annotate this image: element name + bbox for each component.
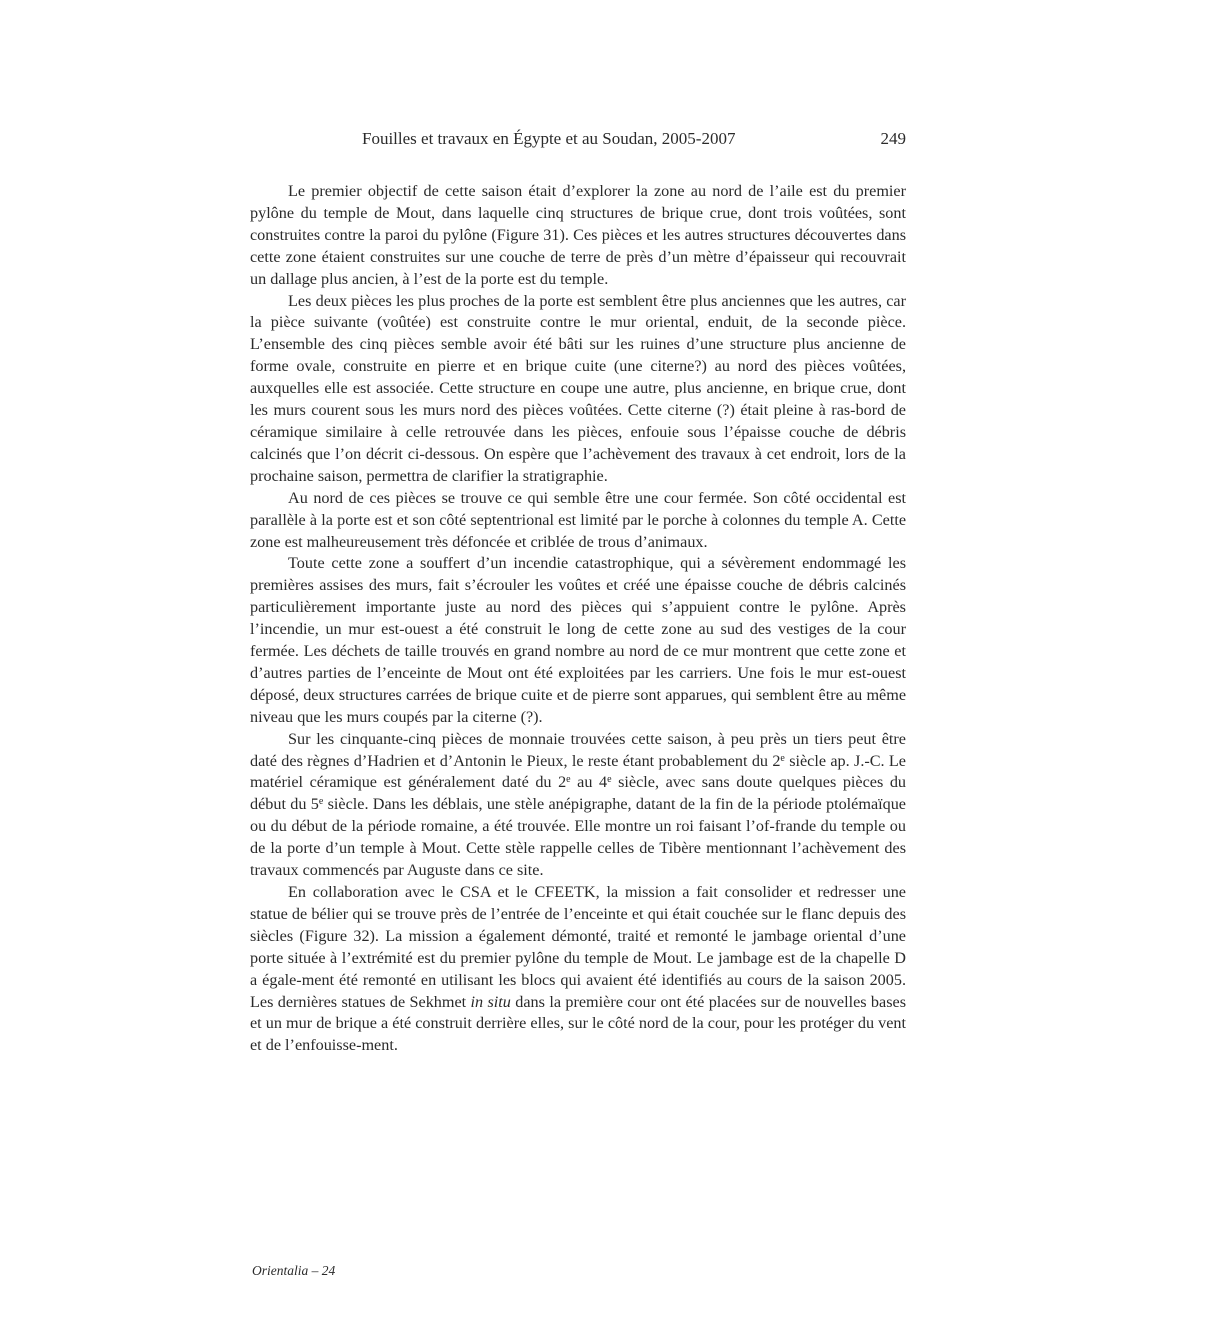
- paragraph-1: Le premier objectif de cette saison était d’explorer la zone au nord de l’aile est du premier pylône du temple de Mout, dans laquelle cinq structures de brique crue, dont trois voûtées, sont construites contre la paroi du pylône (Figure 31). Ces pièces et les autres structures découvertes dans cette zone étaient construites sur une couche de terre de près d’un mètre d’épaisseur qui recouvrait un dallage plus ancien, à l’est de la porte est du temple.: [250, 182, 906, 288]
- paragraph-5-text: au 4: [570, 773, 608, 792]
- paragraph-4: Toute cette zone a souffert d’un incendie catastrophique, qui a sévèrement endommagé les premières assises des murs, fait s’écrouler les voûtes et créé une épaisse couche de débris calcinés particulièrement importante juste au nord des pièces qui s’appuient contre le pylône. Après l’incendie, un mur est-ouest a été construit le long de cette zone au sud des vestiges de la cour fermée. Les déchets de taille trouvés en grand nombre au nord de ce mur montrent que cette zone et d’autres parties de l’enceinte de Mout ont été exploitées par les carriers. Une fois le mur est-ouest déposé, deux structures carrées de brique cuite et de pierre sont apparues, qui semblent être au même niveau que les murs coupés par la citerne (?).: [250, 554, 906, 726]
- paragraph-5-text: siècle ap. J.-C. Le matériel céramique est généralement daté du 2: [250, 751, 906, 792]
- paragraph-3: Au nord de ces pièces se trouve ce qui semble être une cour fermée. Son côté occidental est parallèle à la porte est et son côté septentrional est limité par le porche à colonnes du temple A. Cette zone est malheureusement très défoncée et criblée de trous d’animaux.: [250, 488, 906, 551]
- body-text: [250, 181, 906, 1057]
- running-title: Fouilles et travaux en Égypte et au Soudan, 2005-2007: [362, 129, 736, 148]
- paragraph-6-text: dans la première cour ont été placées sur de nouvelles bases et un mur de brique a été construit derrière elles, sur le côté nord de la cour, pour les protéger du vent et de l’enfouisse-ment.: [250, 992, 906, 1055]
- paragraph-6-text: En collaboration avec le CSA et le CFEETK, la mission a fait consolider et redresser une statue de bélier qui se trouve près de l’entrée de l’enceinte et qui était couchée sur le flanc depuis des siècles (Figure 32). La mission a également démonté, traité et remonté le jambage oriental d’une porte située à l’extrémité est du premier pylône du temple de Mout. Le jambage est de la chapelle D a égale-ment été remonté en utilisant les blocs qui avaient été identifiés au cours de la saison 2005. Les dernières statues de Sekhmet: [250, 883, 906, 1011]
- paragraph-2: Les deux pièces les plus proches de la porte est semblent être plus anciennes que les autres, car la pièce suivante (voûtée) est construite contre le mur oriental, enduit, de la seconde pièce. L’ensemble des cinq pièces semble avoir été bâti sur les ruines d’une structure plus ancienne de forme ovale, construite en pierre et en brique cuite (une citerne?) au nord des pièces voûtées, auxquelles elle est associée. Cette structure en coupe une autre, plus ancienne, en brique crue, dont les murs courent sous les murs nord des pièces voûtées. Cette citerne (?) était pleine à ras-bord de céramique similaire à celle retrouvée dans les pièces, enfouie sous l’épaisse couche de débris calcinés que l’on décrit ci-dessous. On espère que l’achèvement des travaux à cet endroit, lors de la prochaine saison, permettra de clarifier la stratigraphie.: [250, 291, 906, 485]
- italic-term: in situ: [470, 992, 511, 1011]
- signature-mark: Orientalia – 24: [252, 1263, 336, 1278]
- paragraph-5-text: Sur les cinquante-cinq pièces de monnaie trouvées cette saison, à peu près un tiers peut être daté des règnes d’Hadrien et d’Antonin le Pieux, le reste étant probablement du 2: [250, 729, 906, 770]
- paragraph-5: [250, 729, 906, 882]
- superscript-e: e: [607, 774, 612, 786]
- superscript-e: e: [566, 774, 571, 786]
- superscript-e: e: [780, 752, 785, 764]
- paragraph-6: [250, 882, 906, 1057]
- page-number: 249: [880, 129, 906, 148]
- paragraph-5-text: siècle, avec sans doute quelques pièces du début du 5: [250, 773, 907, 814]
- superscript-e: e: [318, 796, 324, 808]
- paragraph-5-text: siècle. Dans les déblais, une stèle anépigraphe, datant de la fin de la période ptolémaïque ou du début de la période romaine, a été trouvée. Elle montre un roi faisant l’of-frande du temple ou de la porte d’un temple à Mout. Cette stèle rappelle celles de Tibère mentionnant l’achèvement des travaux commencés par Auguste dans ce site.: [250, 795, 906, 880]
